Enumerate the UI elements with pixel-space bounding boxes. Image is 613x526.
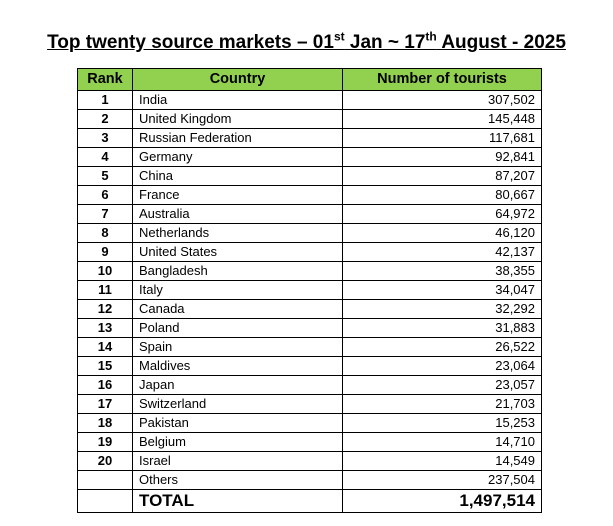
country-cell: Maldives <box>133 357 343 376</box>
table-row <box>78 338 542 357</box>
title-superscript-1: st <box>333 29 345 44</box>
table-row <box>78 395 542 414</box>
table-row <box>78 148 542 167</box>
country-cell: Russian Federation <box>133 129 343 148</box>
tourists-cell: 307,502 <box>343 91 542 110</box>
country-cell: Pakistan <box>133 414 343 433</box>
title-part-3: August - 2025 <box>436 32 566 53</box>
table-row <box>78 357 542 376</box>
tourists-cell: 42,137 <box>343 243 542 262</box>
header-tourists: Number of tourists <box>343 69 542 91</box>
country-cell: Poland <box>133 319 343 338</box>
total-label: TOTAL <box>133 490 343 513</box>
country-cell: Germany <box>133 148 343 167</box>
rank-cell: 11 <box>78 281 133 300</box>
page-title <box>0 31 613 55</box>
rank-cell: 8 <box>78 224 133 243</box>
tourists-cell: 46,120 <box>343 224 542 243</box>
rank-cell: 15 <box>78 357 133 376</box>
tourists-cell: 14,710 <box>343 433 542 452</box>
header-rank: Rank <box>78 69 133 91</box>
tourists-cell: 23,057 <box>343 376 542 395</box>
table-row <box>78 433 542 452</box>
rank-cell: 12 <box>78 300 133 319</box>
rank-cell: 2 <box>78 110 133 129</box>
tourists-cell: 38,355 <box>343 262 542 281</box>
country-cell: Belgium <box>133 433 343 452</box>
rank-cell: 9 <box>78 243 133 262</box>
table-row <box>78 243 542 262</box>
table-row <box>78 376 542 395</box>
country-cell: Australia <box>133 205 343 224</box>
tourists-cell: 15,253 <box>343 414 542 433</box>
rank-cell: 10 <box>78 262 133 281</box>
rank-cell: 4 <box>78 148 133 167</box>
rank-cell: 6 <box>78 186 133 205</box>
others-label: Others <box>133 471 343 490</box>
table-row <box>78 224 542 243</box>
total-row <box>78 490 542 513</box>
rank-cell: 5 <box>78 167 133 186</box>
table-row <box>78 110 542 129</box>
title-superscript-2: th <box>425 29 437 44</box>
table-row <box>78 319 542 338</box>
source-markets-table <box>77 68 542 513</box>
table-row <box>78 262 542 281</box>
country-cell: France <box>133 186 343 205</box>
rank-cell: 20 <box>78 452 133 471</box>
table-row <box>78 452 542 471</box>
table-row <box>78 91 542 110</box>
table-row <box>78 300 542 319</box>
tourists-cell: 26,522 <box>343 338 542 357</box>
others-tourists: 237,504 <box>343 471 542 490</box>
tourists-cell: 92,841 <box>343 148 542 167</box>
tourists-cell: 14,549 <box>343 452 542 471</box>
tourists-cell: 117,681 <box>343 129 542 148</box>
country-cell: Switzerland <box>133 395 343 414</box>
table-row <box>78 205 542 224</box>
country-cell: Canada <box>133 300 343 319</box>
country-cell: Israel <box>133 452 343 471</box>
rank-cell: 19 <box>78 433 133 452</box>
table-row <box>78 129 542 148</box>
rank-cell: 1 <box>78 91 133 110</box>
country-cell: Spain <box>133 338 343 357</box>
tourists-cell: 80,667 <box>343 186 542 205</box>
rank-cell: 7 <box>78 205 133 224</box>
tourists-cell: 23,064 <box>343 357 542 376</box>
others-rank-cell <box>78 471 133 490</box>
country-cell: Netherlands <box>133 224 343 243</box>
table-header-row <box>78 69 542 91</box>
total-tourists: 1,497,514 <box>343 490 542 513</box>
country-cell: China <box>133 167 343 186</box>
tourists-cell: 87,207 <box>343 167 542 186</box>
table-row <box>78 167 542 186</box>
rank-cell: 16 <box>78 376 133 395</box>
rank-cell: 17 <box>78 395 133 414</box>
rank-cell: 13 <box>78 319 133 338</box>
rank-cell: 18 <box>78 414 133 433</box>
title-part-2: Jan ~ 17 <box>344 32 426 53</box>
total-rank-cell <box>78 490 133 513</box>
country-cell: Japan <box>133 376 343 395</box>
tourists-cell: 145,448 <box>343 110 542 129</box>
table-row <box>78 281 542 300</box>
tourists-cell: 32,292 <box>343 300 542 319</box>
country-cell: United States <box>133 243 343 262</box>
tourists-cell: 64,972 <box>343 205 542 224</box>
others-row <box>78 471 542 490</box>
country-cell: United Kingdom <box>133 110 343 129</box>
rank-cell: 14 <box>78 338 133 357</box>
country-cell: India <box>133 91 343 110</box>
header-country: Country <box>133 69 343 91</box>
tourists-cell: 31,883 <box>343 319 542 338</box>
table-body <box>78 91 542 513</box>
tourists-cell: 34,047 <box>343 281 542 300</box>
rank-cell: 3 <box>78 129 133 148</box>
country-cell: Bangladesh <box>133 262 343 281</box>
table-row <box>78 414 542 433</box>
table-row <box>78 186 542 205</box>
tourists-cell: 21,703 <box>343 395 542 414</box>
title-part-1: Top twenty source markets – 01 <box>47 32 334 53</box>
country-cell: Italy <box>133 281 343 300</box>
